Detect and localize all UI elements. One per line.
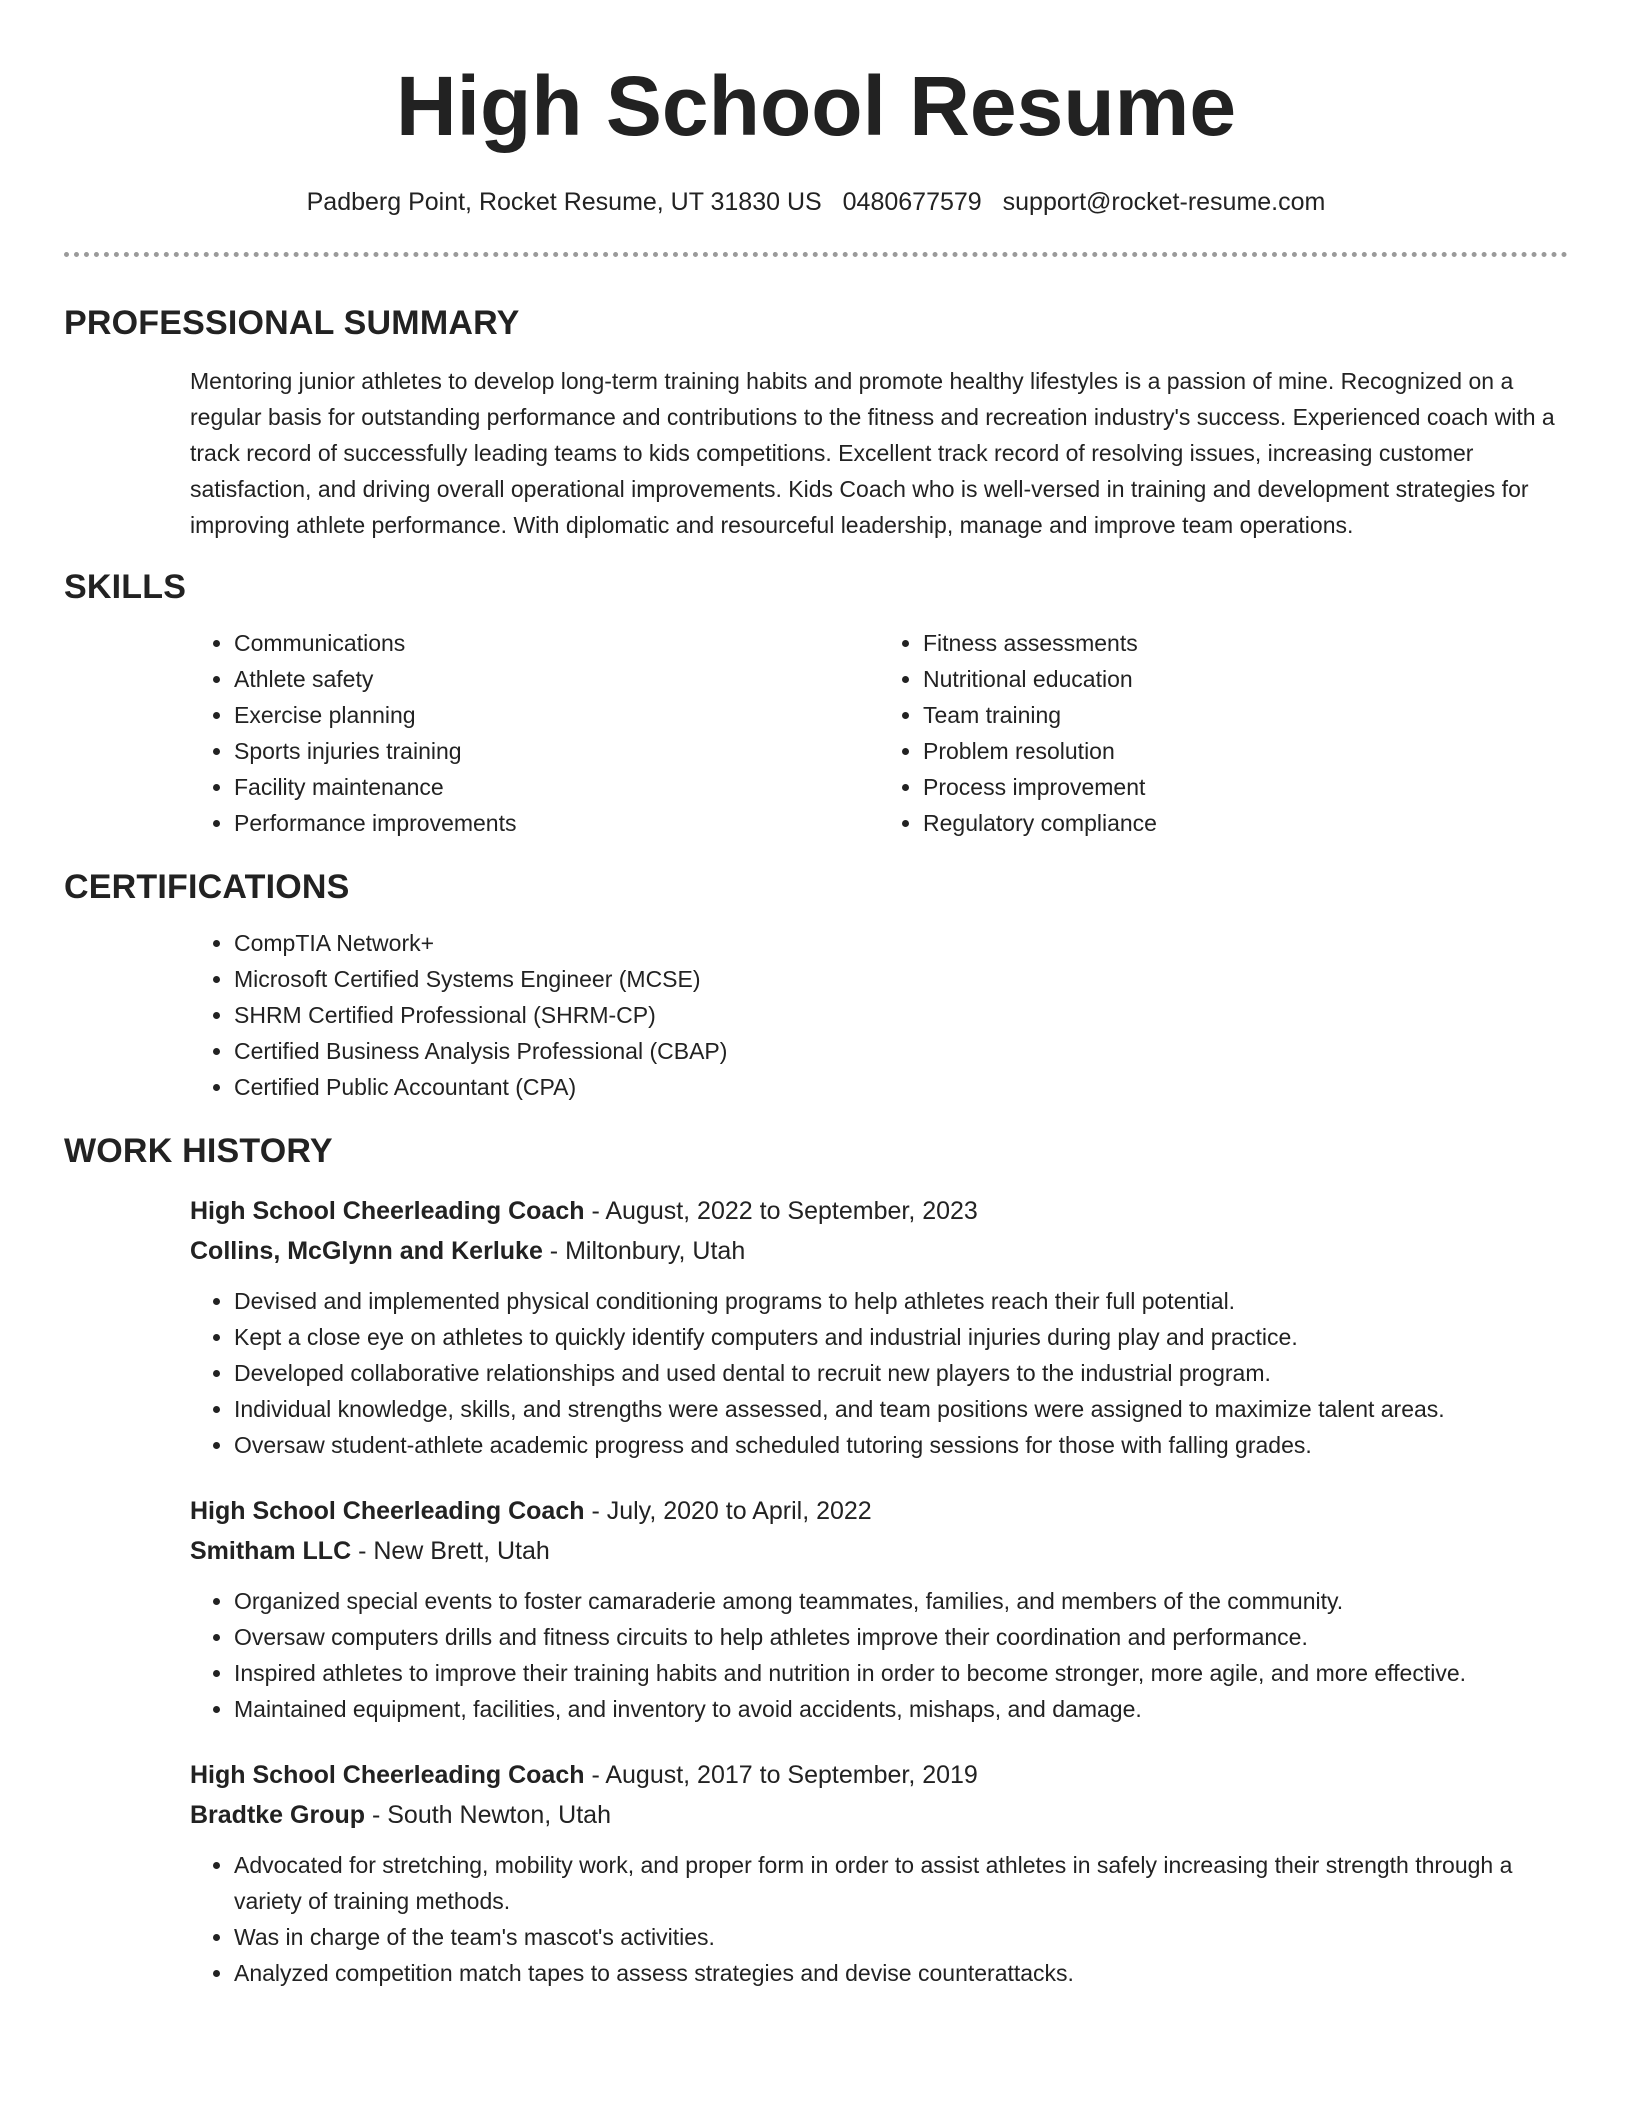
- work-heading: WORK HISTORY: [64, 1132, 333, 1170]
- job-company: Bradtke Group: [190, 1801, 366, 1829]
- summary-heading: PROFESSIONAL SUMMARY: [64, 304, 520, 342]
- resume-title: High School Resume: [395, 59, 1237, 153]
- job-bullets: [190, 1847, 1568, 1991]
- skill-item: • Communications: [234, 625, 879, 661]
- work-section: [64, 1129, 1568, 1991]
- header-divider: [64, 252, 1568, 257]
- skills-left-list: [190, 625, 879, 841]
- job-title: High School Cheerleading Coach: [190, 1761, 585, 1789]
- job-bullet: • Kept a close eye on athletes to quickly identify computers and industrial injuries during play and practice.: [234, 1319, 1568, 1355]
- job-company-line: [190, 1231, 1568, 1271]
- job-bullet: • Devised and implemented physical conditioning programs to help athletes reach their full potential.: [234, 1283, 1568, 1319]
- job-bullets: [190, 1283, 1568, 1463]
- job-bullet: • Oversaw student-athlete academic progress and scheduled tutoring sessions for those with falling grades.: [234, 1427, 1568, 1463]
- certification-item: • CompTIA Network+: [234, 925, 1568, 961]
- job-bullets: [190, 1583, 1568, 1727]
- job-bullet: • Oversaw computers drills and fitness circuits to help athletes improve their coordination and performance.: [234, 1619, 1568, 1655]
- skills-right-list: [879, 625, 1568, 841]
- work-jobs: [64, 1191, 1568, 1991]
- certifications-block: [64, 925, 1568, 1105]
- job-title-line: [190, 1755, 1568, 1795]
- certification-item: • SHRM Certified Professional (SHRM-CP): [234, 997, 1568, 1033]
- contact-address: Padberg Point, Rocket Resume, UT 31830 US: [306, 188, 822, 216]
- skill-item: • Athlete safety: [234, 661, 879, 697]
- skill-item: • Facility maintenance: [234, 769, 879, 805]
- job-dates: - August, 2017 to September, 2019: [584, 1761, 978, 1789]
- skill-item: • Performance improvements: [234, 805, 879, 841]
- job-entry: [190, 1755, 1568, 1991]
- job-title: High School Cheerleading Coach: [190, 1197, 585, 1225]
- skills-heading: SKILLS: [64, 568, 187, 606]
- skill-item: • Process improvement: [923, 769, 1568, 805]
- skill-item: • Regulatory compliance: [923, 805, 1568, 841]
- skill-item: • Fitness assessments: [923, 625, 1568, 661]
- skill-item: • Team training: [923, 697, 1568, 733]
- job-company: Collins, McGlynn and Kerluke: [190, 1237, 543, 1265]
- job-location: - South Newton, Utah: [365, 1801, 611, 1829]
- certification-item: • Microsoft Certified Systems Engineer (MCSE): [234, 961, 1568, 997]
- resume-page: [64, 0, 1568, 1991]
- job-bullet: • Analyzed competition match tapes to assess strategies and devise counterattacks.: [234, 1955, 1568, 1991]
- contact-phone: 0480677579: [842, 188, 982, 216]
- job-bullet: • Inspired athletes to improve their training habits and nutrition in order to become stronger, more agile, and more effective.: [234, 1655, 1568, 1691]
- skill-item: • Sports injuries training: [234, 733, 879, 769]
- job-location: - Miltonbury, Utah: [542, 1237, 746, 1265]
- contact-email: support@rocket-resume.com: [1002, 188, 1326, 216]
- job-company-line: [190, 1795, 1568, 1835]
- job-bullet: • Advocated for stretching, mobility work, and proper form in order to assist athletes in safely increasing their strength through a variety of training methods.: [234, 1847, 1568, 1919]
- contact-line: [64, 184, 1568, 220]
- summary-section: [64, 301, 1568, 543]
- certification-item: • Certified Business Analysis Professional (CBAP): [234, 1033, 1568, 1069]
- skill-item: • Exercise planning: [234, 697, 879, 733]
- job-entry: [190, 1191, 1568, 1463]
- job-dates: - July, 2020 to April, 2022: [584, 1497, 872, 1525]
- job-bullet: • Was in charge of the team's mascot's activities.: [234, 1919, 1568, 1955]
- job-dates: - August, 2022 to September, 2023: [584, 1197, 978, 1225]
- skills-section: [64, 565, 1568, 841]
- job-bullet: • Developed collaborative relationships and used dental to recruit new players to the industrial program.: [234, 1355, 1568, 1391]
- job-bullet: • Organized special events to foster camaraderie among teammates, families, and members of the community.: [234, 1583, 1568, 1619]
- certification-item: • Certified Public Accountant (CPA): [234, 1069, 1568, 1105]
- skills-grid: [64, 625, 1568, 841]
- job-location: - New Brett, Utah: [351, 1537, 550, 1565]
- skill-item: • Problem resolution: [923, 733, 1568, 769]
- job-entry: [190, 1491, 1568, 1727]
- job-company-line: [190, 1531, 1568, 1571]
- job-company: Smitham LLC: [190, 1537, 352, 1565]
- job-title-line: [190, 1191, 1568, 1231]
- skill-item: • Nutritional education: [923, 661, 1568, 697]
- job-title-line: [190, 1491, 1568, 1531]
- job-bullet: • Maintained equipment, facilities, and inventory to avoid accidents, mishaps, and damage.: [234, 1691, 1568, 1727]
- certifications-list: [190, 925, 1568, 1105]
- certifications-heading: CERTIFICATIONS: [64, 868, 350, 906]
- summary-text: Mentoring junior athletes to develop long-term training habits and promote healthy lifestyles is a passion of mine. Recognized on a regular basis for outstanding performance and contributions to the fitness and recreation industry's success. Experienced coach with a track record of successfully leading teams to kids competitions. Excellent track record of resolving issues, increasing customer satisfaction, and driving overall operational improvements. Kids Coach who is well-versed in training and development strategies for improving athlete performance. With diplomatic and resourceful leadership, manage and improve team operations.: [190, 368, 1555, 538]
- job-title: High School Cheerleading Coach: [190, 1497, 585, 1525]
- job-bullet: • Individual knowledge, skills, and strengths were assessed, and team positions were assigned to maximize talent areas.: [234, 1391, 1568, 1427]
- certifications-section: [64, 865, 1568, 1105]
